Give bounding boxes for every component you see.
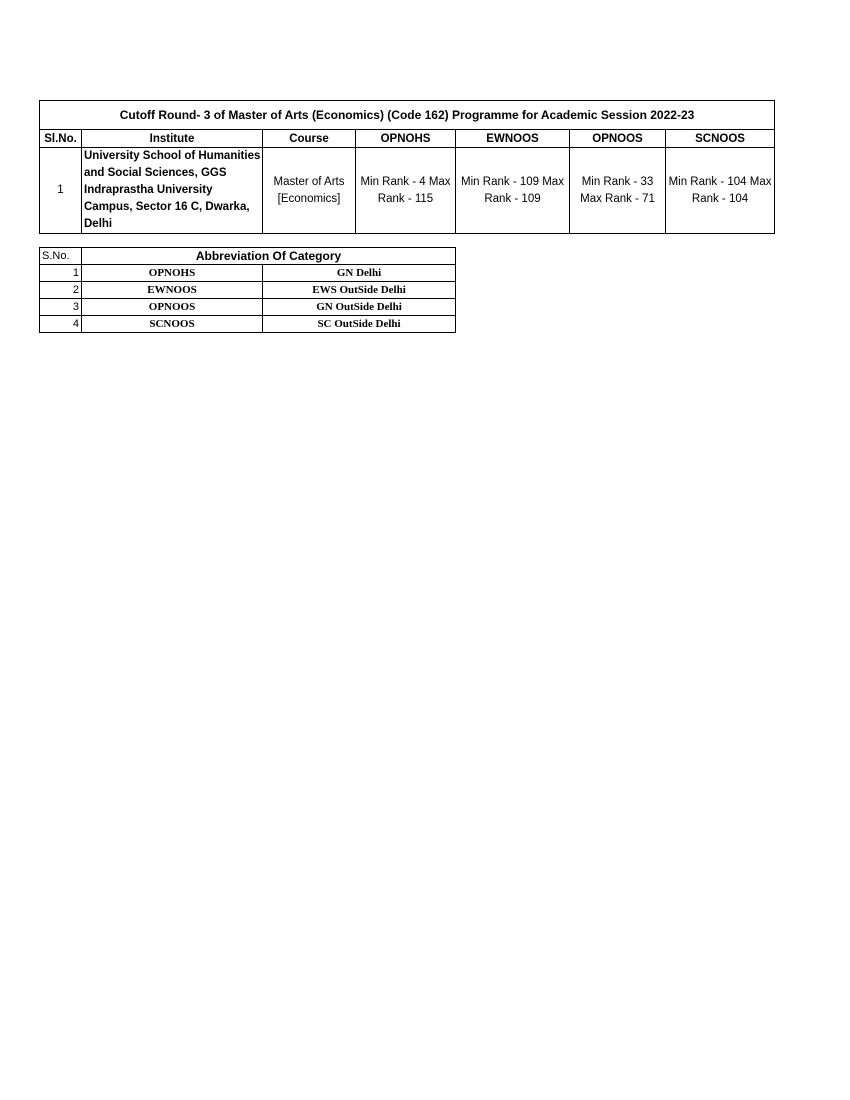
abbr-num: 1 [40,265,82,282]
abbr-meaning: SC OutSide Delhi [263,316,456,333]
abbr-num: 3 [40,299,82,316]
cell-institute: University School of Humanities and Social Sciences, GGS Indraprastha University Campus, Sector 16 C, Dwarka, Delhi [82,148,263,234]
header-slno: Sl.No. [40,130,82,148]
cell-opnohs: Min Rank - 4 Max Rank - 115 [356,148,456,234]
abbr-code: EWNOOS [82,282,263,299]
abbr-num: 2 [40,282,82,299]
abbr-code: OPNOHS [82,265,263,282]
table-row [40,265,456,282]
header-ewnoos: EWNOOS [456,130,570,148]
table-row [40,282,456,299]
abbr-header-sno: S.No. [40,248,82,265]
cell-scnoos: Min Rank - 104 Max Rank - 104 [666,148,775,234]
header-course: Course [263,130,356,148]
abbr-header-title: Abbreviation Of Category [82,248,456,265]
cell-slno: 1 [40,148,82,234]
header-institute: Institute [82,130,263,148]
abbreviation-table [39,247,456,333]
cell-opnoos: Min Rank - 33 Max Rank - 71 [570,148,666,234]
abbr-meaning: EWS OutSide Delhi [263,282,456,299]
abbr-meaning: GN OutSide Delhi [263,299,456,316]
abbr-meaning: GN Delhi [263,265,456,282]
header-opnoos: OPNOOS [570,130,666,148]
header-opnohs: OPNOHS [356,130,456,148]
table-row [40,148,775,234]
abbr-code: SCNOOS [82,316,263,333]
cell-ewnoos: Min Rank - 109 Max Rank - 109 [456,148,570,234]
header-scnoos: SCNOOS [666,130,775,148]
table-title: Cutoff Round- 3 of Master of Arts (Economics) (Code 162) Programme for Academic Session 2022-23 [40,101,775,130]
table-row [40,316,456,333]
cell-course: Master of Arts [Economics] [263,148,356,234]
abbr-num: 4 [40,316,82,333]
cutoff-table [39,100,775,234]
abbr-code: OPNOOS [82,299,263,316]
table-row [40,299,456,316]
